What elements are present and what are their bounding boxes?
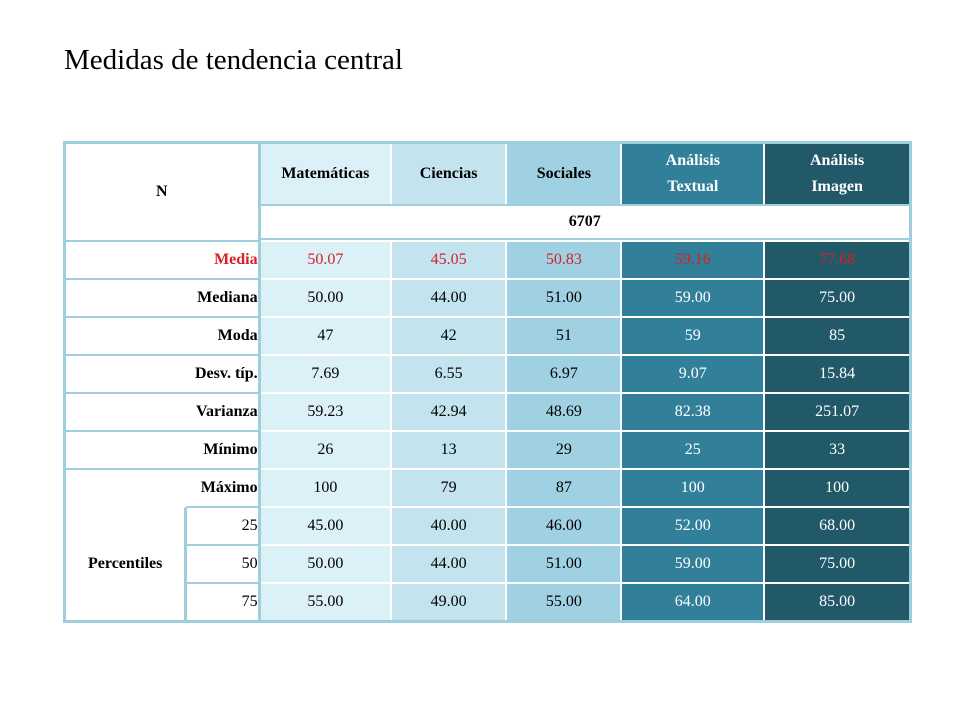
table-row-percentil-25: [66, 506, 909, 544]
row-label: Mediana: [66, 278, 261, 316]
table-cell: 46.00: [507, 506, 622, 544]
table-row-maximo: [66, 468, 909, 506]
table-cell: 25: [622, 430, 765, 468]
column-header-sociales: Sociales: [507, 144, 622, 204]
table-row-minimo: [66, 430, 909, 468]
table-cell: 6.97: [507, 354, 622, 392]
table-cell: 42: [392, 316, 507, 354]
statistics-table: [63, 141, 912, 623]
percentile-value: 75: [187, 582, 260, 620]
table-cell: 85.00: [765, 582, 909, 620]
table-row-media: [66, 240, 909, 278]
table-cell: 75.00: [765, 544, 909, 582]
table-cell: 51.00: [507, 278, 622, 316]
table-cell: 251.07: [765, 392, 909, 430]
row-label: Máximo: [66, 468, 261, 506]
table-cell: 55.00: [507, 582, 622, 620]
table-row-percentil-50: [66, 544, 909, 582]
table-cell: 100: [765, 468, 909, 506]
table-cell: 59.16: [622, 240, 765, 278]
table-cell: 59: [622, 316, 765, 354]
row-label: Varianza: [66, 392, 261, 430]
table-cell: 75.00: [765, 278, 909, 316]
table-cell: 64.00: [622, 582, 765, 620]
table-cell: 26: [261, 430, 392, 468]
table-cell: 79: [392, 468, 507, 506]
row-label: Desv. típ.: [66, 354, 261, 392]
table-cell: 50.00: [261, 544, 392, 582]
table-cell: 68.00: [765, 506, 909, 544]
n-label: N: [66, 144, 261, 240]
table-cell: 33: [765, 430, 909, 468]
table-row-percentil-75: [66, 582, 909, 620]
table-cell: 77.68: [765, 240, 909, 278]
column-header-analisis-textual-line1: Análisis: [665, 152, 720, 169]
table-cell: 59.00: [622, 278, 765, 316]
table-row-moda: [66, 316, 909, 354]
row-label: Media: [66, 240, 261, 278]
table-cell: 50.83: [507, 240, 622, 278]
percentiles-label: Percentiles: [66, 506, 187, 620]
table-row-varianza: [66, 392, 909, 430]
table-cell: 52.00: [622, 506, 765, 544]
table-cell: 15.84: [765, 354, 909, 392]
table-cell: 100: [261, 468, 392, 506]
table-cell: 40.00: [392, 506, 507, 544]
table-cell: 6.55: [392, 354, 507, 392]
table-cell: 45.00: [261, 506, 392, 544]
percentile-value: 50: [187, 544, 260, 582]
table-cell: 51.00: [507, 544, 622, 582]
table-cell: 59.00: [622, 544, 765, 582]
column-header-matematicas: Matemáticas: [261, 144, 392, 204]
column-header-analisis-imagen: [765, 144, 909, 204]
table-cell: 29: [507, 430, 622, 468]
n-value: 6707: [261, 204, 909, 240]
table-cell: 7.69: [261, 354, 392, 392]
column-header-analisis-imagen-line2: Imagen: [811, 178, 863, 195]
table-cell: 47: [261, 316, 392, 354]
column-header-analisis-imagen-line1: Análisis: [809, 152, 865, 169]
table-cell: 44.00: [392, 278, 507, 316]
table-cell: 50.00: [261, 278, 392, 316]
column-header-analisis-textual-line2: Textual: [667, 178, 719, 195]
table-cell: 55.00: [261, 582, 392, 620]
column-header-ciencias: Ciencias: [392, 144, 507, 204]
table-cell: 87: [507, 468, 622, 506]
header-row: [66, 144, 909, 204]
table-cell: 51: [507, 316, 622, 354]
table-cell: 59.23: [261, 392, 392, 430]
table-cell: 13: [392, 430, 507, 468]
table-cell: 82.38: [622, 392, 765, 430]
row-label: Moda: [66, 316, 261, 354]
row-label: Mínimo: [66, 430, 261, 468]
percentile-value: 25: [187, 506, 260, 544]
table-cell: 44.00: [392, 544, 507, 582]
table-row-desv-tip: [66, 354, 909, 392]
table-cell: 9.07: [622, 354, 765, 392]
table-cell: 100: [622, 468, 765, 506]
page-title: Medidas de tendencia central: [64, 44, 403, 76]
table-cell: 42.94: [392, 392, 507, 430]
table-cell: 50.07: [261, 240, 392, 278]
table-row-mediana: [66, 278, 909, 316]
column-header-analisis-textual: [622, 144, 765, 204]
table-cell: 48.69: [507, 392, 622, 430]
table-cell: 45.05: [392, 240, 507, 278]
table-cell: 49.00: [392, 582, 507, 620]
table-cell: 85: [765, 316, 909, 354]
